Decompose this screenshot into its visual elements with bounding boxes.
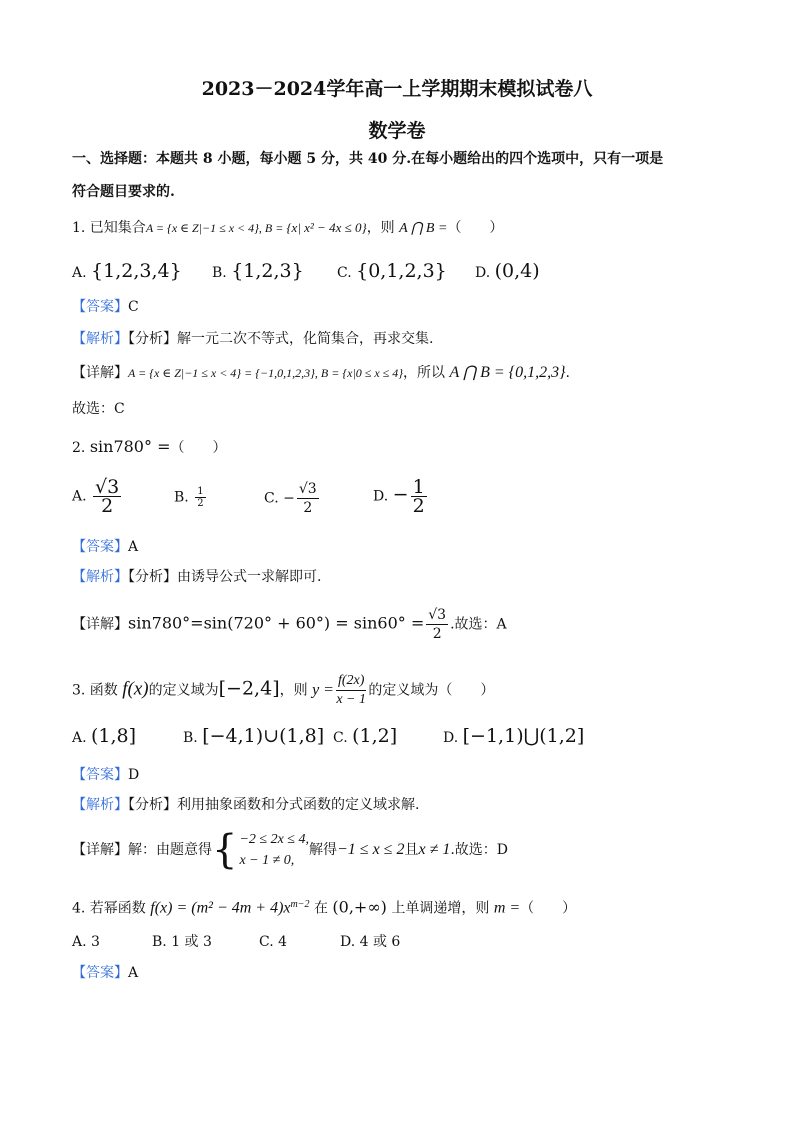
q4-option-c: C. 4 — [259, 934, 288, 950]
q3-frac-num: f(2x) — [336, 672, 366, 691]
q2-option-a-num: √3 — [95, 476, 120, 498]
q4-interval: (0,+∞) — [332, 897, 387, 917]
q1-detail-end: . — [565, 365, 570, 381]
q4-mid2: 上单调递增，则 — [386, 900, 494, 917]
section-heading-line1: 一、选择题：本题共 8 小题，每小题 5 分，共 40 分.在每小题给出的四个选项中，只有一项是 — [72, 151, 664, 167]
q4-exponent: m−2 — [290, 899, 310, 910]
q2-option-d-letter: D. — [373, 488, 389, 505]
q3-system — [239, 829, 309, 871]
section-heading-line2: 符合题目要求的. — [72, 184, 175, 200]
q3-frac-den: x − 1 — [336, 692, 367, 707]
question-2 — [72, 438, 226, 457]
q1-detail-mid: ，所以 — [403, 365, 450, 381]
q1-option-b-value: {1,2,3} — [231, 260, 304, 282]
q2-option-c — [264, 480, 321, 517]
answer-tag: 【答案】 — [72, 965, 128, 981]
q1-choose: 故选：C — [72, 401, 125, 417]
q1-detail-expr: A = {x ∈ Z|−1 ≤ x < 4} = {−1,0,1,2,3}, B = {x|0 ≤ x ≤ 4} — [128, 366, 404, 380]
q2-option-a-letter: A. — [72, 488, 87, 505]
q3-fx: f(x) — [122, 678, 149, 700]
left-brace-icon: { — [212, 827, 238, 873]
q4-blank: （ ） — [520, 900, 577, 917]
q3-mid1: 的定义域为 — [148, 682, 219, 699]
q4-option-b: B. 1 或 3 — [152, 934, 212, 950]
q3-analysis — [72, 796, 419, 814]
q2-option-a — [72, 478, 123, 515]
q1-option-a-letter: A. — [72, 265, 87, 281]
q1-option-b — [212, 262, 304, 282]
q2-answer — [72, 538, 138, 556]
q1-option-c — [337, 262, 447, 282]
q4-answer-value: A — [128, 965, 139, 981]
q2-option-b — [174, 486, 208, 509]
q1-set-a: A = {x ∈ Z|−1 ≤ x < 4}, B = — [145, 221, 287, 235]
q1-blank: （ ） — [447, 220, 504, 236]
q3-y-expr: y = — [312, 681, 334, 699]
q1-analysis-text: 解一元二次不等式，化简集合，再求交集. — [177, 331, 434, 347]
q2-prefix: 2. — [72, 440, 90, 456]
fenxi-tag: 【分析】 — [128, 331, 177, 347]
q1-detail-result: A ⋂ B = {0,1,2,3} — [449, 364, 566, 381]
q3-detail-and: 且 — [404, 842, 419, 858]
q2-option-b-letter: B. — [174, 489, 189, 506]
q3-option-d-letter: D. — [443, 730, 459, 746]
question-1 — [72, 219, 503, 238]
q3-option-c-letter: C. — [333, 730, 348, 746]
answer-tag: 【答案】 — [72, 299, 128, 315]
q2-option-b-num: 1 — [197, 486, 204, 497]
q3-option-c — [333, 727, 397, 747]
q1-analysis — [72, 330, 433, 348]
q2-detail-expr: sin780°=sin(720° + 60°) = sin60° = — [128, 613, 425, 633]
q4-var: m = — [493, 899, 521, 917]
q2-detail-end: .故选：A — [450, 616, 507, 633]
q4-mid: 在 — [309, 900, 333, 917]
q3-option-d — [443, 727, 584, 747]
question-4 — [72, 896, 576, 918]
q4-option-a: A. 3 — [72, 934, 100, 950]
q3-detail-pre: 解：由题意得 — [128, 842, 212, 858]
q3-mid2: ，则 — [279, 682, 313, 699]
question-3 — [72, 672, 494, 709]
q3-prefix: 3. 函数 — [72, 682, 123, 699]
q2-option-c-den: 2 — [303, 500, 313, 516]
q4-prefix: 4. 若幂函数 — [72, 900, 151, 917]
q2-expr: sin780° = — [89, 437, 171, 456]
q1-answer-value: C — [128, 299, 139, 315]
q4-answer — [72, 964, 138, 982]
q4-option-d: D. 4 或 6 — [340, 934, 401, 950]
q2-option-c-letter: C. — [264, 490, 279, 507]
q1-suffix-pre: ，则 — [366, 220, 400, 236]
q2-blank: （ ） — [170, 440, 227, 456]
q2-detail — [72, 606, 507, 643]
q3-detail-mid: 解得 — [308, 842, 337, 858]
answer-tag: 【答案】 — [72, 539, 128, 555]
q3-answer-value: D — [128, 767, 140, 783]
q1-option-d-value: (0,4) — [494, 260, 540, 282]
q2-detail-den: 2 — [432, 626, 442, 642]
q3-system-line1: −2 ≤ 2x ≤ 4, — [239, 832, 309, 847]
q3-system-line2: x − 1 ≠ 0, — [239, 853, 295, 868]
q3-option-a — [72, 727, 136, 747]
detail-tag: 【详解】 — [72, 842, 128, 858]
q3-analysis-text: 利用抽象函数和分式函数的定义域求解. — [177, 797, 420, 813]
q1-detail — [72, 364, 570, 382]
q2-option-b-den: 2 — [197, 498, 204, 509]
q2-analysis-text: 由诱导公式一求解即可. — [177, 569, 322, 585]
q3-option-b-letter: B. — [183, 730, 198, 746]
fenxi-tag: 【分析】 — [128, 797, 177, 813]
q2-analysis — [72, 568, 321, 586]
q2-detail-frac — [426, 606, 448, 643]
analysis-tag: 【解析】 — [72, 797, 128, 813]
q3-detail — [72, 828, 508, 872]
q1-prefix: 1. 已知集合 — [72, 220, 146, 236]
q2-option-c-sign: − — [283, 490, 295, 507]
q1-option-c-value: {0,1,2,3} — [356, 260, 447, 282]
analysis-tag: 【解析】 — [72, 569, 128, 585]
q2-detail-num: √3 — [428, 607, 447, 623]
q3-detail-neq: x ≠ 1 — [418, 841, 451, 858]
q3-suffix: 的定义域为（ ） — [368, 682, 495, 699]
q2-option-d-sign: − — [392, 483, 409, 506]
exam-title: 2023－2024学年高一上学期期末模拟试卷八 — [201, 78, 593, 100]
exam-subtitle: 数学卷 — [368, 120, 426, 142]
q3-domain: [−2,4] — [218, 677, 280, 700]
detail-tag: 【详解】 — [72, 616, 128, 633]
q2-option-b-frac — [195, 486, 205, 509]
q2-option-c-num: √3 — [298, 481, 317, 497]
q3-option-c-value: (1,2] — [352, 725, 398, 747]
q3-frac — [336, 672, 366, 709]
q1-option-a — [72, 262, 182, 282]
q1-option-c-letter: C. — [337, 265, 352, 281]
fenxi-tag: 【分析】 — [128, 569, 177, 585]
q3-detail-end: .故选：D — [450, 842, 509, 858]
q1-set-b: {x| x² − 4x ≤ 0} — [286, 220, 367, 235]
q3-answer — [72, 766, 139, 784]
q1-suffix-expr: A ⋂ B = — [399, 221, 448, 236]
q3-option-a-value: (1,8] — [91, 725, 137, 747]
detail-tag: 【详解】 — [72, 365, 128, 381]
q1-option-d — [475, 262, 540, 282]
q1-option-b-letter: B. — [212, 265, 227, 281]
q3-option-b — [183, 727, 324, 747]
q4-expr: f(x) = (m² − 4m + 4)x — [150, 899, 291, 917]
answer-tag: 【答案】 — [72, 767, 128, 783]
q1-answer — [72, 298, 139, 316]
q1-option-a-value: {1,2,3,4} — [91, 260, 182, 282]
q2-option-d-den: 2 — [412, 495, 425, 517]
q2-option-c-frac — [297, 480, 319, 517]
q2-option-a-frac — [93, 478, 121, 515]
q2-answer-value: A — [128, 539, 139, 555]
q2-option-d-num: 1 — [412, 476, 425, 498]
q1-option-d-letter: D. — [475, 265, 491, 281]
q2-option-d — [373, 478, 429, 515]
q3-option-a-letter: A. — [72, 730, 87, 746]
q3-option-b-value: [−4,1)∪(1,8] — [202, 725, 325, 747]
q2-option-a-den: 2 — [101, 495, 114, 517]
analysis-tag: 【解析】 — [72, 331, 128, 347]
q3-option-d-value: [−1,1)⋃(1,2] — [462, 725, 585, 747]
q3-detail-range: −1 ≤ x ≤ 2 — [336, 841, 405, 858]
q2-option-d-frac — [411, 478, 427, 515]
